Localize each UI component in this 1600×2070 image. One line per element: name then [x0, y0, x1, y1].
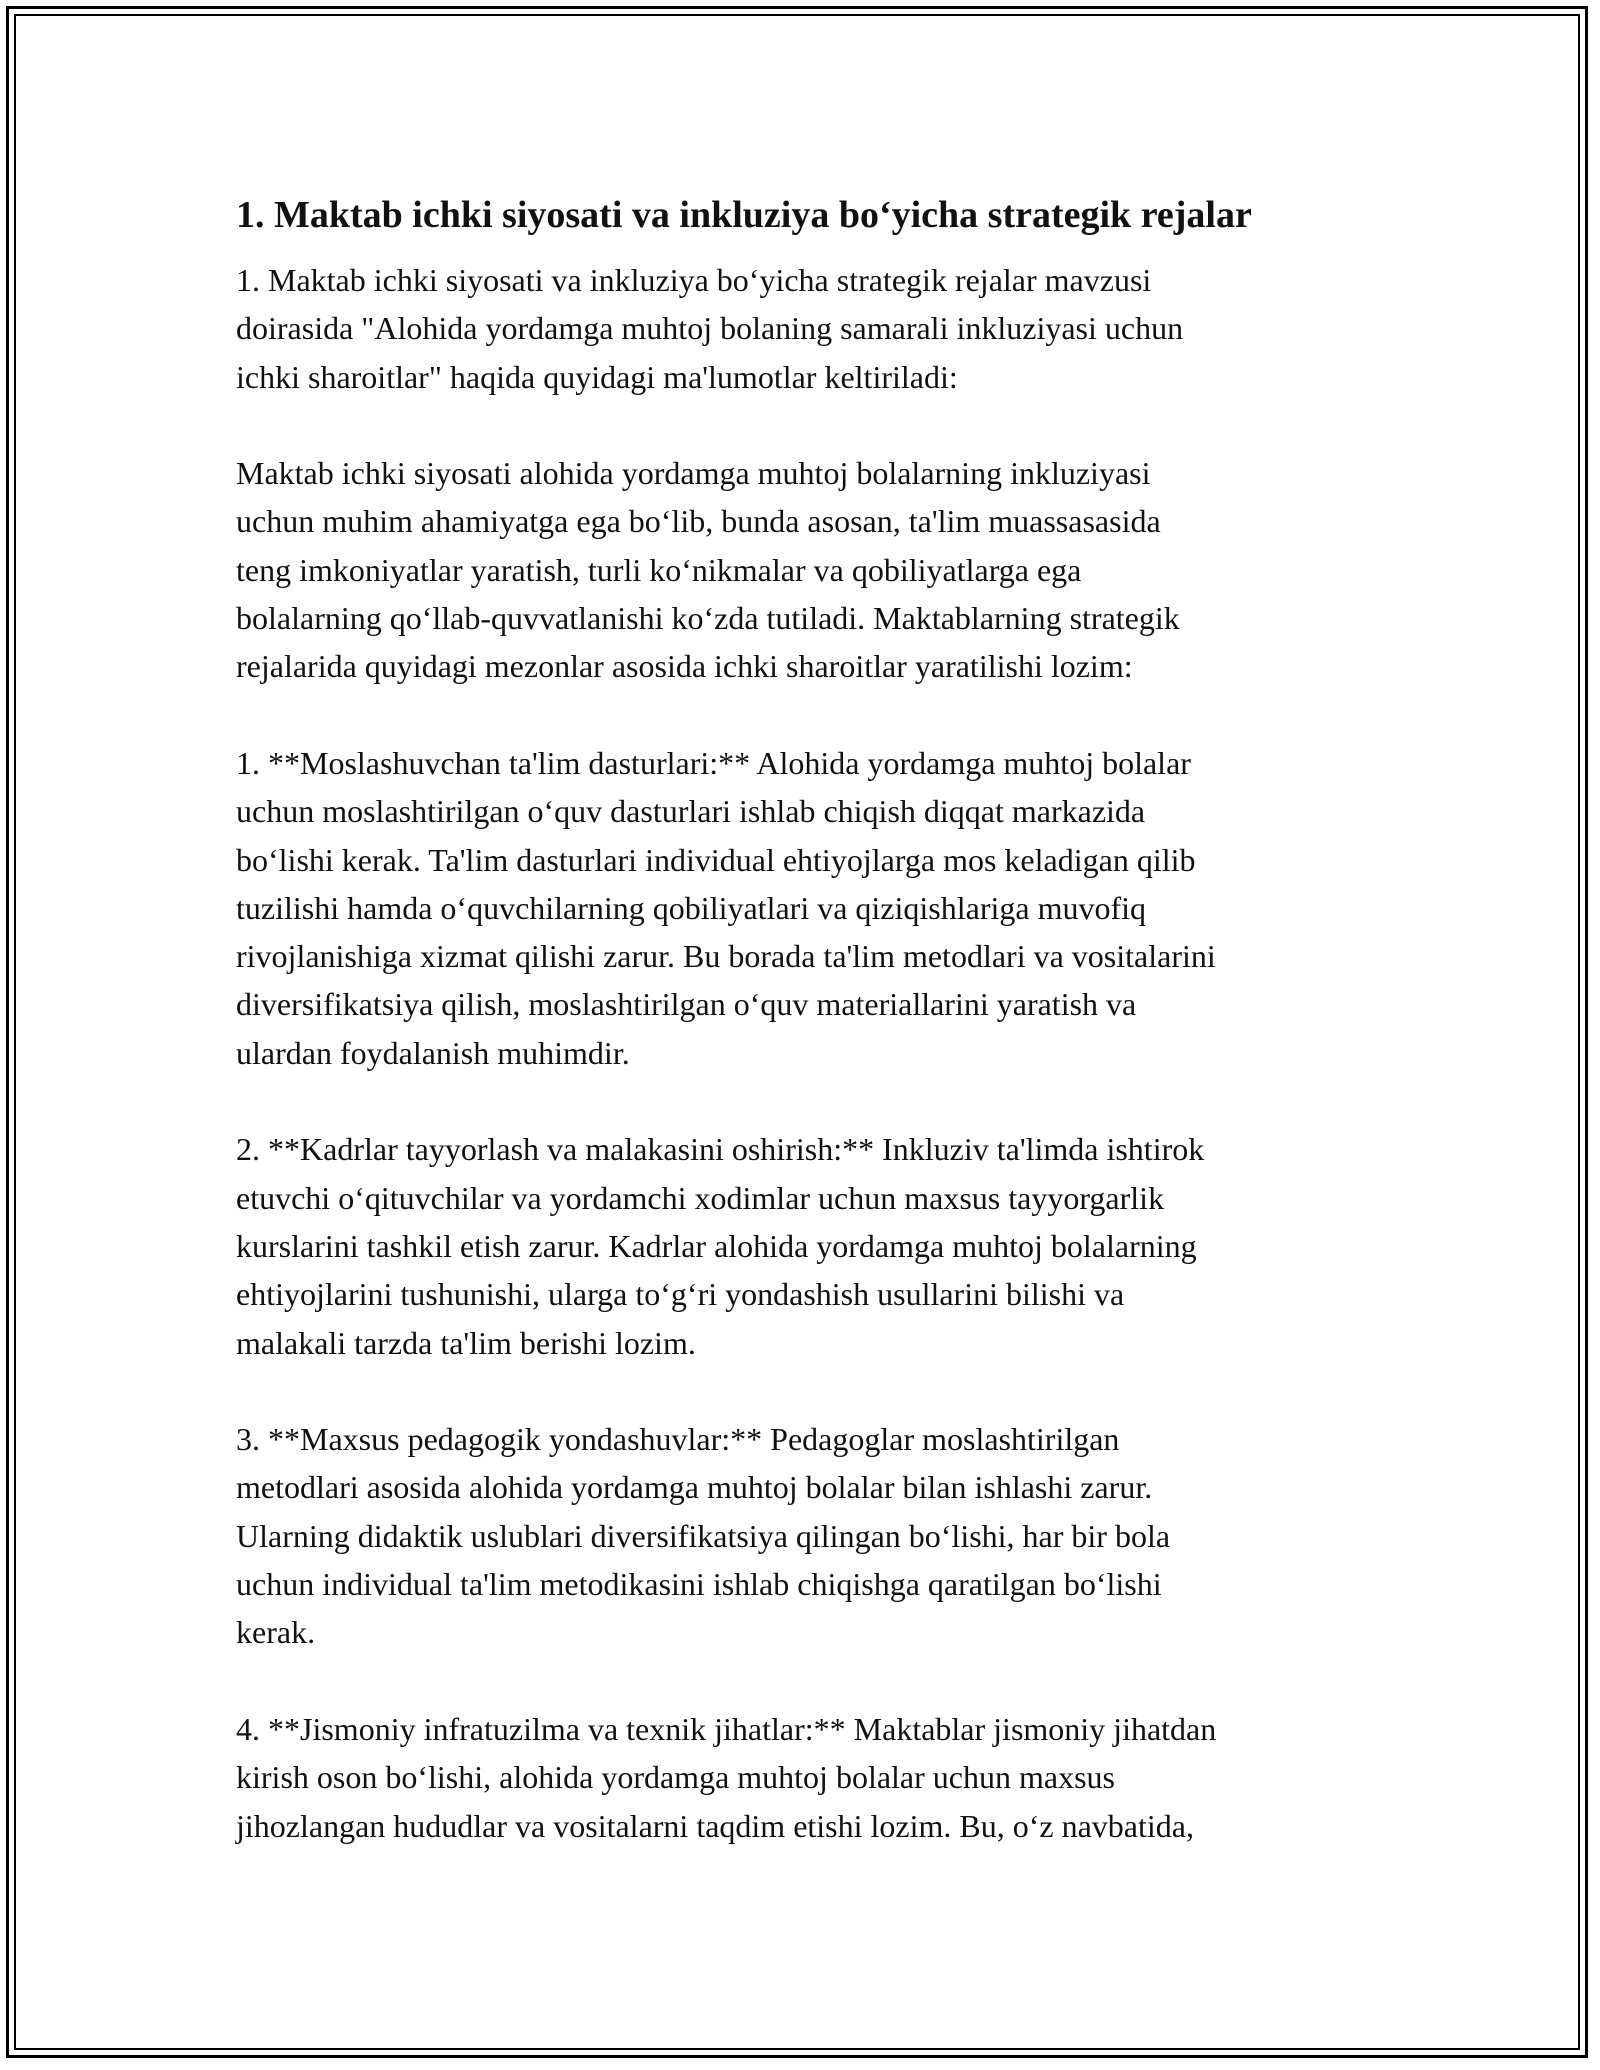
- paragraph-item-4: 4. **Jismoniy infratuzilma va texnik jihatlar:** Maktablar jismoniy jihatdan kirish oson bo‘lishi, alohida yordamga muhtoj bolalar uchun maxsus jihozlangan hududlar va vositalarni taqdim etishi lozim. Bu, o‘z navbatida,: [236, 1710, 1217, 1844]
- paragraph-policy: Maktab ichki siyosati alohida yordamga muhtoj bolalarning inkluziyasi uchun muhim ahamiyatga ega bo‘lib, bunda asosan, ta'lim muassasasida teng imkoniyatlar yaratish, turli ko‘nikmalar va qobiliyatlarga ega bolalarning qo‘llab-quvvatlanishi ko‘zda tutiladi. Maktablarning strategik rejalarida quyidagi mezonlar asosida ichki sharoitlar yaratilishi lozim:: [236, 455, 1180, 685]
- document-body: [236, 190, 1376, 1898]
- paragraph-item-2: 2. **Kadrlar tayyorlash va malakasini oshirish:** Inkluziv ta'limda ishtirok etuvchi o‘qituvchilar va yordamchi xodimlar uchun maxsus tayyorgarlik kurslarini tashkil etish zarur. Kadrlar alohida yordamga muhtoj bolalarning ehtiyojlarini tushunishi, ularga to‘g‘ri yondashish usullarini bilishi va malakali tarzda ta'lim berishi lozim.: [236, 1131, 1205, 1361]
- paragraph-intro: 1. Maktab ichki siyosati va inkluziya bo‘yicha strategik rejalar mavzusi doirasida "Alohida yordamga muhtoj bolaning samarali inkluziyasi uchun ichki sharoitlar" haqida quyidagi ma'lumotlar keltiriladi:: [236, 262, 1184, 395]
- document-title: 1. Maktab ichki siyosati va inkluziya bo‘yicha strategik rejalar: [236, 194, 1252, 236]
- paragraph-item-1: 1. **Moslashuvchan ta'lim dasturlari:** Alohida yordamga muhtoj bolalar uchun moslashtirilgan o‘quv dasturlari ishlab chiqish diqqat markazida bo‘lishi kerak. Ta'lim dasturlari individual ehtiyojlarga mos keladigan qilib tuzilishi hamda o‘quvchilarning qobiliyatlari va qiziqishlariga muvofiq rivojlanishiga xizmat qilishi zarur. Bu borada ta'lim metodlari va vositalarini diversifikatsiya qilish, moslashtirilgan o‘quv materiallarini yaratish va ulardan foydalanish muhimdir.: [236, 744, 1216, 1071]
- paragraph-item-3: 3. **Maxsus pedagogik yondashuvlar:** Pedagoglar moslashtirilgan metodlari asosida alohida yordamga muhtoj bolalar bilan ishlashi zarur. Ularning didaktik uslublari diversifikatsiya qilingan bo‘lishi, har bir bola uchun individual ta'lim metodikasini ishlab chiqishga qaratilgan bo‘lishi kerak.: [236, 1421, 1171, 1651]
